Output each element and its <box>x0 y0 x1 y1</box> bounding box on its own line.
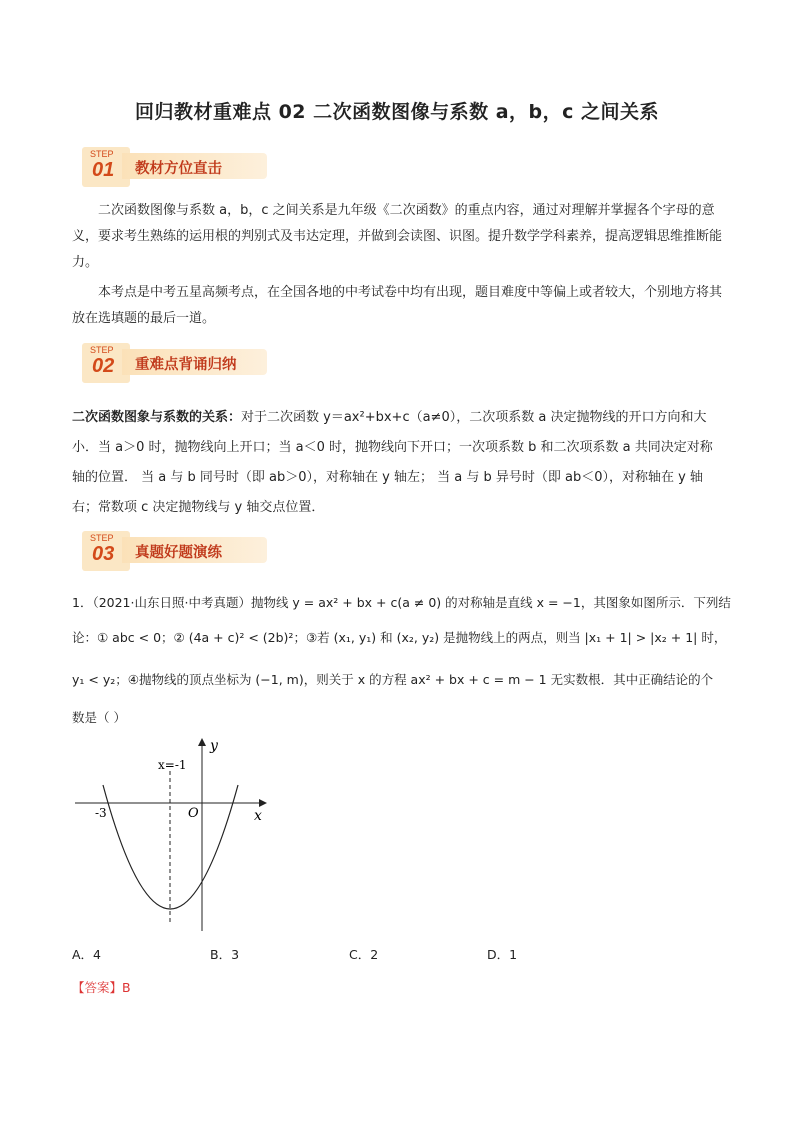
section2-text: 对于二次函数 y＝ax²+bx+c（a≠0），二次项系数 a 决定抛物线的开口方向和大小．当 a＞0 时，抛物线向上开口；当 a＜0 时，抛物线向下开口；一次项系数 b 和二次项系数 a 共同决定对称轴的位置． 当 a 与 b 同号时（即 ab＞0），对称轴在 y 轴左； 当 a 与 b 异号时（即 ab＜0），对称轴在 y 轴右；常数项 c 决定抛物线与 y 轴交点位置． <box>72 410 713 515</box>
answer-label: 【答案】 <box>72 980 123 995</box>
step-badge-text: STEP <box>90 345 114 355</box>
step-badge-text: STEP <box>90 149 114 159</box>
step-label: 重难点背诵归纳 <box>135 357 237 373</box>
page-title: 回归教材重难点 02 二次函数图像与系数 a，b，c 之间关系 <box>134 101 660 123</box>
parabola-figure <box>70 733 290 943</box>
option-a[interactable]: A．4 <box>72 947 102 962</box>
question-line-4: 数是（ ） <box>72 710 126 725</box>
y-axis-label: y <box>210 738 218 754</box>
step-badge-text: STEP <box>90 533 114 543</box>
answer-value: B <box>122 980 131 995</box>
origin-label: O <box>188 806 199 821</box>
step-badge-number: 03 <box>92 543 115 565</box>
step-label: 教材方位直击 <box>135 161 222 177</box>
x-axis-label: x <box>254 808 262 824</box>
step-01-header <box>82 147 272 187</box>
question-line-2: 论：① abc < 0；② (4a + c)² < (2b)²；③若 (x₁, y₁) 和 (x₂, y₂) 是抛物线上的两点，则当 |x₁ + 1| > |x₂ + 1| 时， <box>72 630 727 645</box>
answer-line <box>72 978 131 996</box>
step-badge-number: 01 <box>92 159 115 181</box>
section2-paragraph <box>72 403 724 523</box>
step-label: 真题好题演练 <box>135 545 222 561</box>
option-b[interactable]: B．3 <box>210 947 240 962</box>
symmetry-axis-label: x=-1 <box>158 758 187 772</box>
section1-paragraph-2: 本考点是中考五星高频考点，在全国各地的中考试卷中均有出现，题目难度中等偏上或者较大，个别地方将其放在选填题的最后一道。 <box>72 285 723 326</box>
question-line-1: 1．（2021·山东日照·中考真题）抛物线 y = ax² + bx + c(a ≠ 0) 的对称轴是直线 x = −1，其图象如图所示．下列结 <box>72 595 731 610</box>
step-03-header <box>82 531 272 571</box>
option-d[interactable]: D．1 <box>487 947 518 962</box>
root-label: -3 <box>95 806 107 820</box>
section2-bold-lead: 二次函数图象与系数的关系： <box>72 410 242 425</box>
step-badge-number: 02 <box>92 355 115 377</box>
option-c[interactable]: C．2 <box>349 947 379 962</box>
question-line-3: y₁ < y₂；④抛物线的顶点坐标为 (−1, m)，则关于 x 的方程 ax² + bx + c = m − 1 无实数根．其中正确结论的个 <box>72 672 714 687</box>
section1-paragraph-1: 二次函数图像与系数 a，b，c 之间关系是九年级《二次函数》的重点内容，通过对理解并掌握各个字母的意义，要求考生熟练的运用根的判别式及韦达定理，并做到会读图、识图。提升数学学科素养，提高逻辑思维推断能力。 <box>72 203 723 270</box>
step-02-header <box>82 343 272 383</box>
